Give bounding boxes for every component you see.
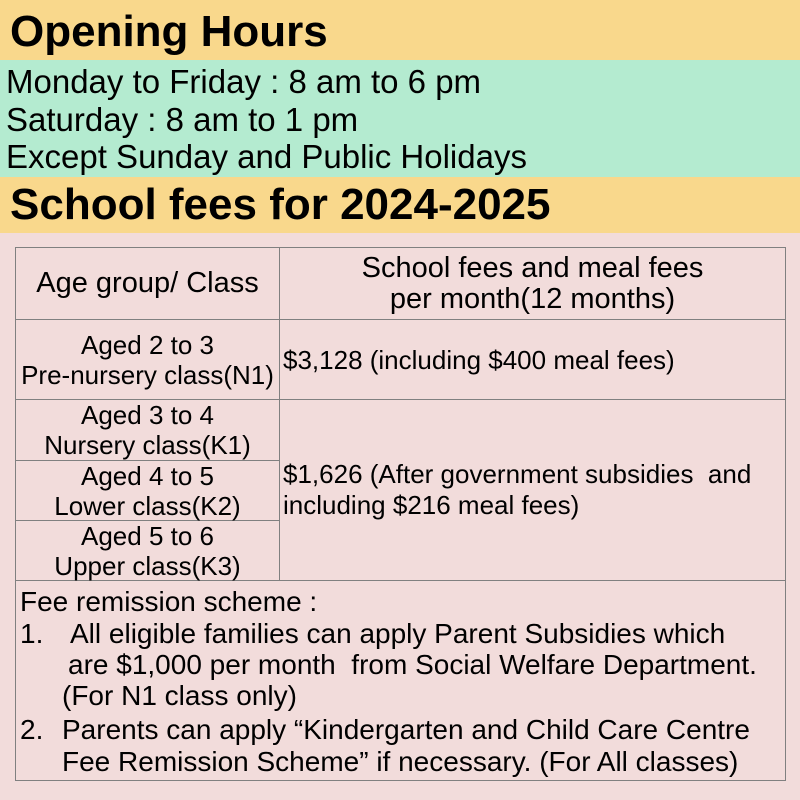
remission-item-number: 1. <box>20 618 44 649</box>
school-fees-header <box>0 177 800 233</box>
class-cell-n1 <box>16 320 280 400</box>
remission-item-text: (For N1 class only) <box>62 680 297 711</box>
opening-hours-panel <box>0 60 800 177</box>
remission-item-text: All eligible families can apply Parent Subsidies which <box>70 618 726 649</box>
class-name: Pre-nursery class(N1) <box>21 359 274 390</box>
column-header-fee <box>280 248 785 320</box>
opening-hours-header <box>0 0 800 60</box>
class-name: Nursery class(K1) <box>44 430 251 460</box>
class-age: Aged 2 to 3 <box>81 329 214 360</box>
column-header-class-label: Age group/ Class <box>36 267 259 299</box>
fee-text-line-1: $1,626 (After government subsidies and <box>283 459 752 489</box>
hours-saturday: Saturday : 8 am to 1 pm <box>6 100 359 138</box>
fee-text: $3,128 (including $400 meal fees) <box>283 344 675 375</box>
remission-item-text: Fee Remission Scheme” if necessary. (For All classes) <box>62 746 739 777</box>
hours-exception: Except Sunday and Public Holidays <box>6 138 527 175</box>
opening-hours-list <box>6 63 527 176</box>
school-fees-panel <box>0 233 800 800</box>
fee-cell-n1 <box>280 320 785 400</box>
remission-item-text: Parents can apply “Kindergarten and Child Care Centre <box>62 714 750 745</box>
class-cell-k2 <box>16 461 280 521</box>
fee-remission-section <box>16 581 785 780</box>
fee-text-line-2: including $216 meal fees) <box>283 490 580 520</box>
fee-cell-k1-k3 <box>280 400 785 581</box>
hours-weekday: Monday to Friday : 8 am to 6 pm <box>6 63 482 100</box>
column-header-fee-line-2: per month(12 months) <box>389 282 676 315</box>
class-age: Aged 3 to 4 <box>81 400 214 430</box>
column-header-class <box>16 248 280 320</box>
class-age: Aged 4 to 5 <box>81 460 214 491</box>
class-cell-k3 <box>16 521 280 581</box>
column-header-fee-line-1: School fees and meal fees <box>361 251 704 284</box>
fee-table <box>15 247 786 781</box>
fee-remission-title: Fee remission scheme : <box>20 586 318 617</box>
remission-item-number: 2. <box>20 714 44 745</box>
opening-hours-title: Opening Hours <box>10 7 328 56</box>
school-fees-title: School fees for 2024-2025 <box>10 180 551 229</box>
class-name: Lower class(K2) <box>54 490 241 521</box>
remission-item-text: are $1,000 per month from Social Welfare Department. <box>68 649 757 680</box>
class-name: Upper class(K3) <box>54 550 241 581</box>
class-cell-k1 <box>16 400 280 461</box>
class-age: Aged 5 to 6 <box>81 520 214 551</box>
